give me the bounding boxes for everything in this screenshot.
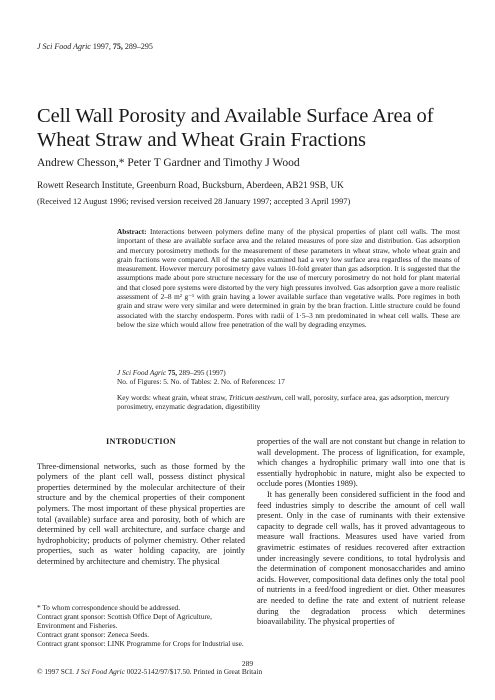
author-list: Andrew Chesson,* Peter T Gardner and Timothy J Wood [37, 157, 300, 169]
intro-paragraph-3: It has generally been considered sufficient in the food and feed industries simply to describe the amount of cell wall present. Only in the case of ruminants with their extensive capacity to degrade cell walls, has it proved advantageous to measure wall fractions. Measures used have varied from gravimetric estimates of residues recovered after extraction under increasingly severe conditions, to total hydrolysis and the determination of component monosaccharides and amino acids. However, compositional data defines only the total pool of nutrients in a feed/food ingredient or diet. Other measures are needed to define the rate and extent of nutrient release during the degradation process which determines bioavailability. The physical properties of [257, 489, 465, 627]
footnote: Contract grant sponsor: Zeneca Seeds. [37, 629, 150, 639]
citation-journal: J Sci Food Agric [117, 368, 167, 377]
intro-paragraph-2: properties of the wall are not constant but change in relation to wall development. The process of lignification, for example, which changes a hydrophilic primary wall into one that is essentially hydrophobic in nature, might also be expected to occlude pores (Monties 1989). [257, 437, 465, 489]
citation-counts: No. of Figures: 5. No. of Tables: 2. No. of References: 17 [117, 377, 285, 387]
running-head-volume: 75, [112, 42, 123, 51]
footnote: Contract grant sponsor: Scottish Office Dept of Agriculture, Environment and Fisheries. [37, 611, 212, 630]
citation-pages-year: 289–295 (1997) [178, 368, 226, 377]
intro-paragraph-1: Three-dimensional networks, such as those formed by the polymers of the plant cell wall, possess distinct physical properties determined by the molecular architecture of their structure and by the chemical properties of their component polymers. The most important of these physical properties are total (available) surface area and porosity, both of which are determined by cell wall architecture, and surface charge and hydrophobicity; products of polymer chemistry. Other related properties, such as water holding capacity, are jointly determined by architecture and chemistry. The physical [37, 461, 245, 566]
footnotes [37, 604, 245, 649]
abstract-text: Interactions between polymers define many of the physical properties of plant cell walls. The most important of these are available surface area and the related measures of pore size and distribution. Gas adsorption and mercury porosimetry methods for the measurement of these parameters in wheat straw, whole wheat grain and grain fractions were compared. All of the samples examined had a very low surface area regardless of the means of measurement. However mercury porosimetry gave values 10-fold greater than gas adsorption. It is suggested that the assumptions made about pore structure necessary for the use of mercury porosimetry do not hold for plant material and that closed pore systems were distorted by the very high pressures involved. Gas adsorption gave a more realistic assessment of 2–8 m² g⁻¹ with grain having a lower available surface than vegetative walls. Pore regimes in both grain and straw were very similar and were determined in grain by the bran fraction. Little structure could be found associated with the starchy endosperm. Pores with radii of 1·5–3 nm predominated in wheat cell walls. These are below the size which would allow free penetration of the wall by degrading enzymes. [117, 227, 460, 329]
copyright-line [37, 667, 262, 676]
copyright-journal: J Sci Food Agric [75, 667, 125, 676]
running-head [37, 42, 153, 51]
affiliation: Rowett Research Institute, Greenburn Road, Bucksburn, Aberdeen, AB21 9SB, UK [37, 180, 344, 190]
keywords-after: cell wall, porosity, surface area, gas adsorption, mercury porosimetry, enzymatic degradation, digestibility [117, 393, 450, 412]
citation-block [117, 368, 285, 387]
page-number: 289 [241, 659, 254, 668]
copyright-prefix: © 1997 SCI. [37, 667, 74, 676]
copyright-suffix: 0022-5142/97/$17.50. Printed in Great Britain [126, 667, 263, 676]
footnote: * To whom correspondence should be addressed. [37, 603, 181, 612]
right-column [257, 437, 465, 628]
keywords-before: Key words: wheat grain, wheat straw, [117, 393, 227, 402]
section-heading-introduction: INTRODUCTION [106, 437, 176, 446]
paper-title: Cell Wall Porosity and Available Surface Area of Wheat Straw and Wheat Grain Fractions [37, 105, 434, 151]
running-head-pages: 289–295 [124, 42, 153, 51]
abstract-label: Abstract: [117, 227, 147, 236]
left-column [37, 437, 245, 568]
running-head-year: 1997, [92, 42, 111, 51]
abstract [117, 227, 460, 329]
footnote: Contract grant sponsor: LINK Programme for Crops for Industrial use. [37, 638, 244, 648]
keywords-species: Triticum aestivum, [228, 393, 284, 402]
running-head-journal: J Sci Food Agric [37, 42, 91, 51]
keywords [117, 393, 460, 412]
received-dates: (Received 12 August 1996; revised version received 28 January 1997; accepted 3 April 1997) [37, 197, 351, 206]
citation-volume: 75, [167, 368, 178, 377]
